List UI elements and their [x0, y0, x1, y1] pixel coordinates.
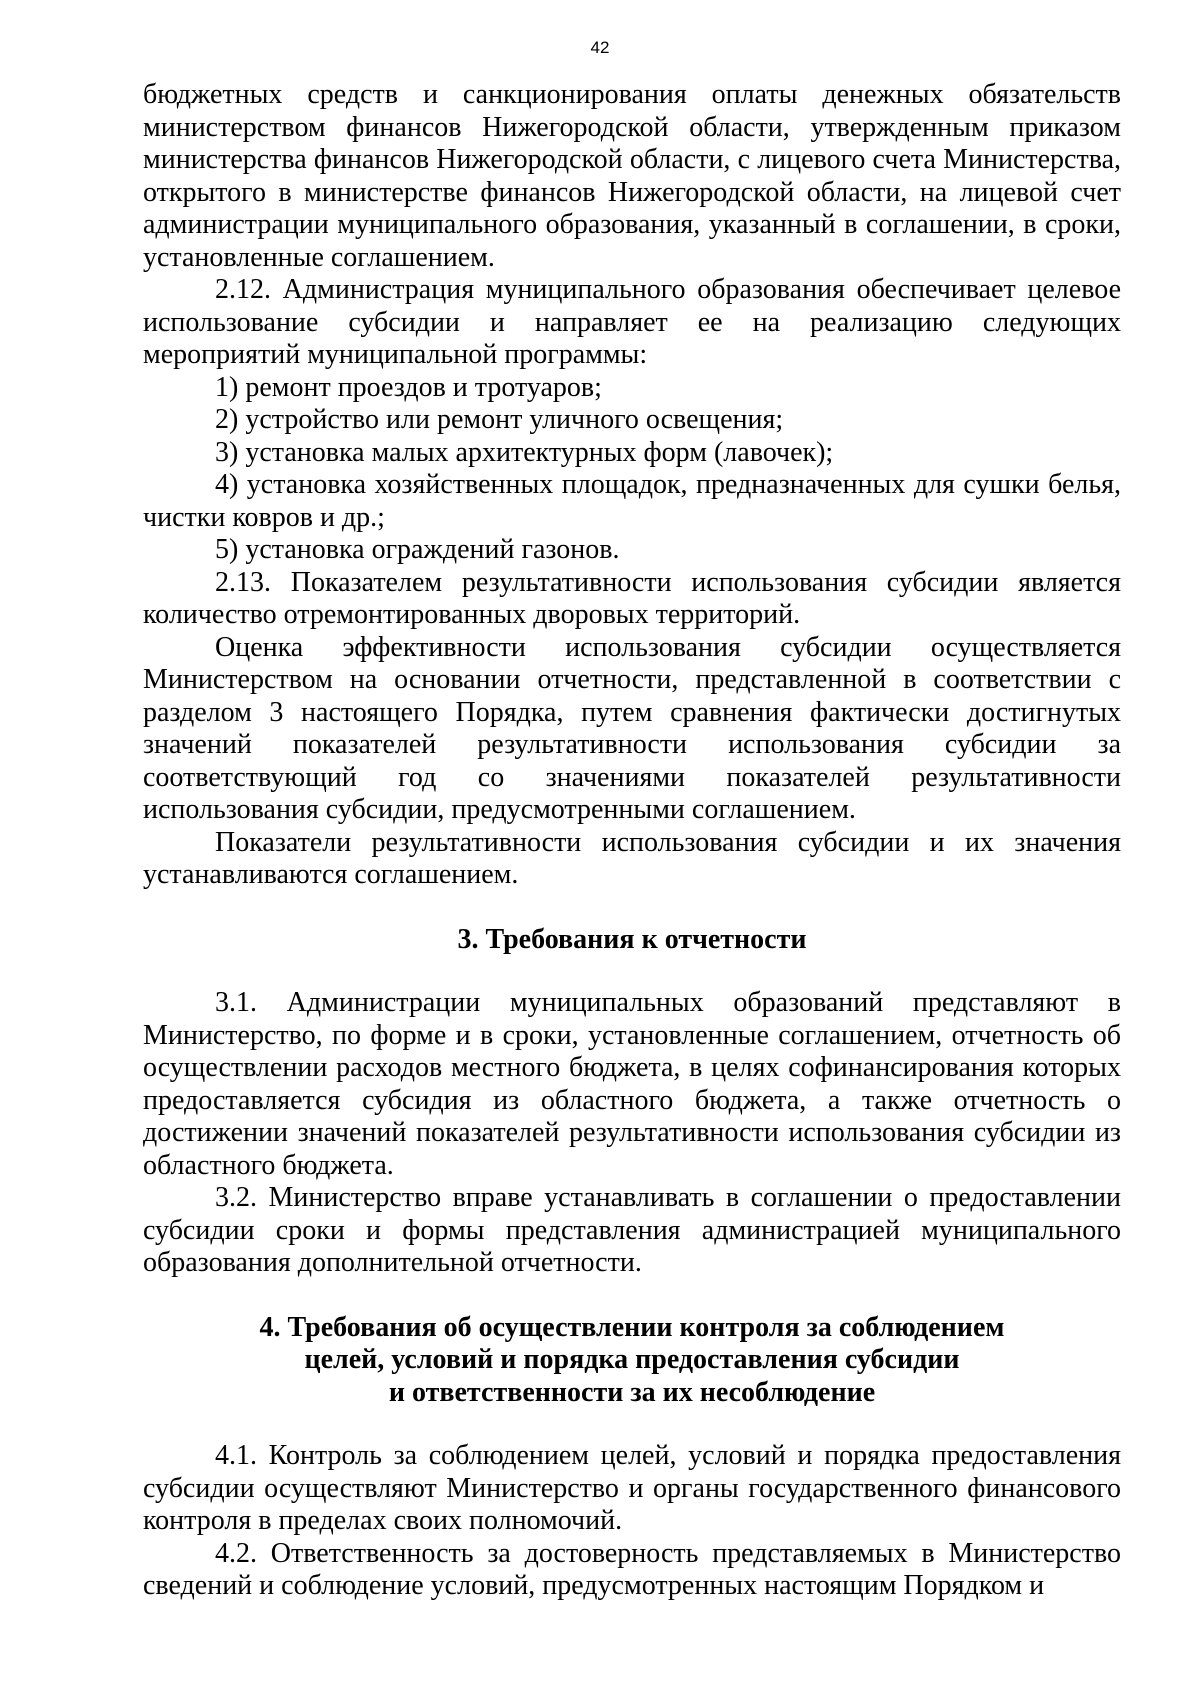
evaluation-paragraph: Оценка эффективности использования субсидии осуществляется Министерством на основании отчетности, представленной в соответствии с разделом 3 настоящего Порядка, путем сравнения фактически достигнутых значений показателей результативности использования субсидии за соответствующий год со значениями показателей результативности использования субсидии, предусмотренными соглашением.: [143, 631, 1121, 825]
page-number: 42: [590, 38, 610, 57]
list-item: 5) установка ограждений газонов.: [215, 534, 620, 565]
clause-3-1: 3.1. Администрации муниципальных образований представляют в Министерство, по форме и в сроки, установленные соглашением, отчетность об осуществлении расходов местного бюджета, в целях софинансирования которых предоставляется субсидия из областного бюджета, а также отчетность о достижении значений показателей результативности использования субсидии из областного бюджета.: [143, 987, 1121, 1181]
section-4-heading-line: 4. Требования об осуществлении контроля за соблюдением: [259, 1311, 1005, 1343]
document-body: [143, 79, 1121, 1603]
clause-2-12: 2.12. Администрация муниципального образования обеспечивает целевое использование субсидии и направляет ее на реализацию следующих мероприятий муниципальной программы:: [143, 274, 1121, 370]
section-4-heading-line: и ответственности за их несоблюдение: [388, 1376, 876, 1408]
clause-3-2: 3.2. Министерство вправе устанавливать в соглашении о предоставлении субсидии сроки и формы представления администрацией муниципального образования дополнительной отчетности.: [143, 1182, 1121, 1278]
list-item: 4) установка хозяйственных площадок, предназначенных для сушки белья, чистки ковров и др.;: [143, 469, 1121, 533]
clause-4-1: 4.1. Контроль за соблюдением целей, условий и порядка предоставления субсидии осуществляют Министерство и органы государственного финансового контроля в пределах своих полномочий.: [143, 1440, 1121, 1536]
section-4-heading-line: целей, условий и порядка предоставления субсидии: [304, 1344, 960, 1375]
list-item: 2) устройство или ремонт уличного освещения;: [215, 404, 784, 435]
section-4-heading: [143, 1312, 1121, 1410]
clause-2-13: 2.13. Показателем результативности использования субсидии является количество отремонтированных дворовых территорий.: [143, 566, 1121, 630]
indicators-paragraph: Показатели результативности использования субсидии и их значения устанавливаются соглашением.: [143, 826, 1121, 890]
clause-4-2: 4.2. Ответственность за достоверность представляемых в Министерство сведений и соблюдение условий, предусмотренных настоящим Порядком и: [143, 1537, 1121, 1601]
list-item: 1) ремонт проездов и тротуаров;: [215, 371, 602, 403]
intro-paragraph: бюджетных средств и санкционирования оплаты денежных обязательств министерством финансов Нижегородской области, утвержденным приказом министерства финансов Нижегородской области, с лицевого счета Министерства, открытого в министерстве финансов Нижегородской области, на лицевой счет администрации муниципального образования, указанный в соглашении, в сроки, установленные соглашением.: [143, 79, 1121, 273]
list-item: 3) установка малых архитектурных форм (лавочек);: [215, 436, 834, 468]
section-3-heading: 3. Требования к отчетности: [457, 923, 807, 955]
